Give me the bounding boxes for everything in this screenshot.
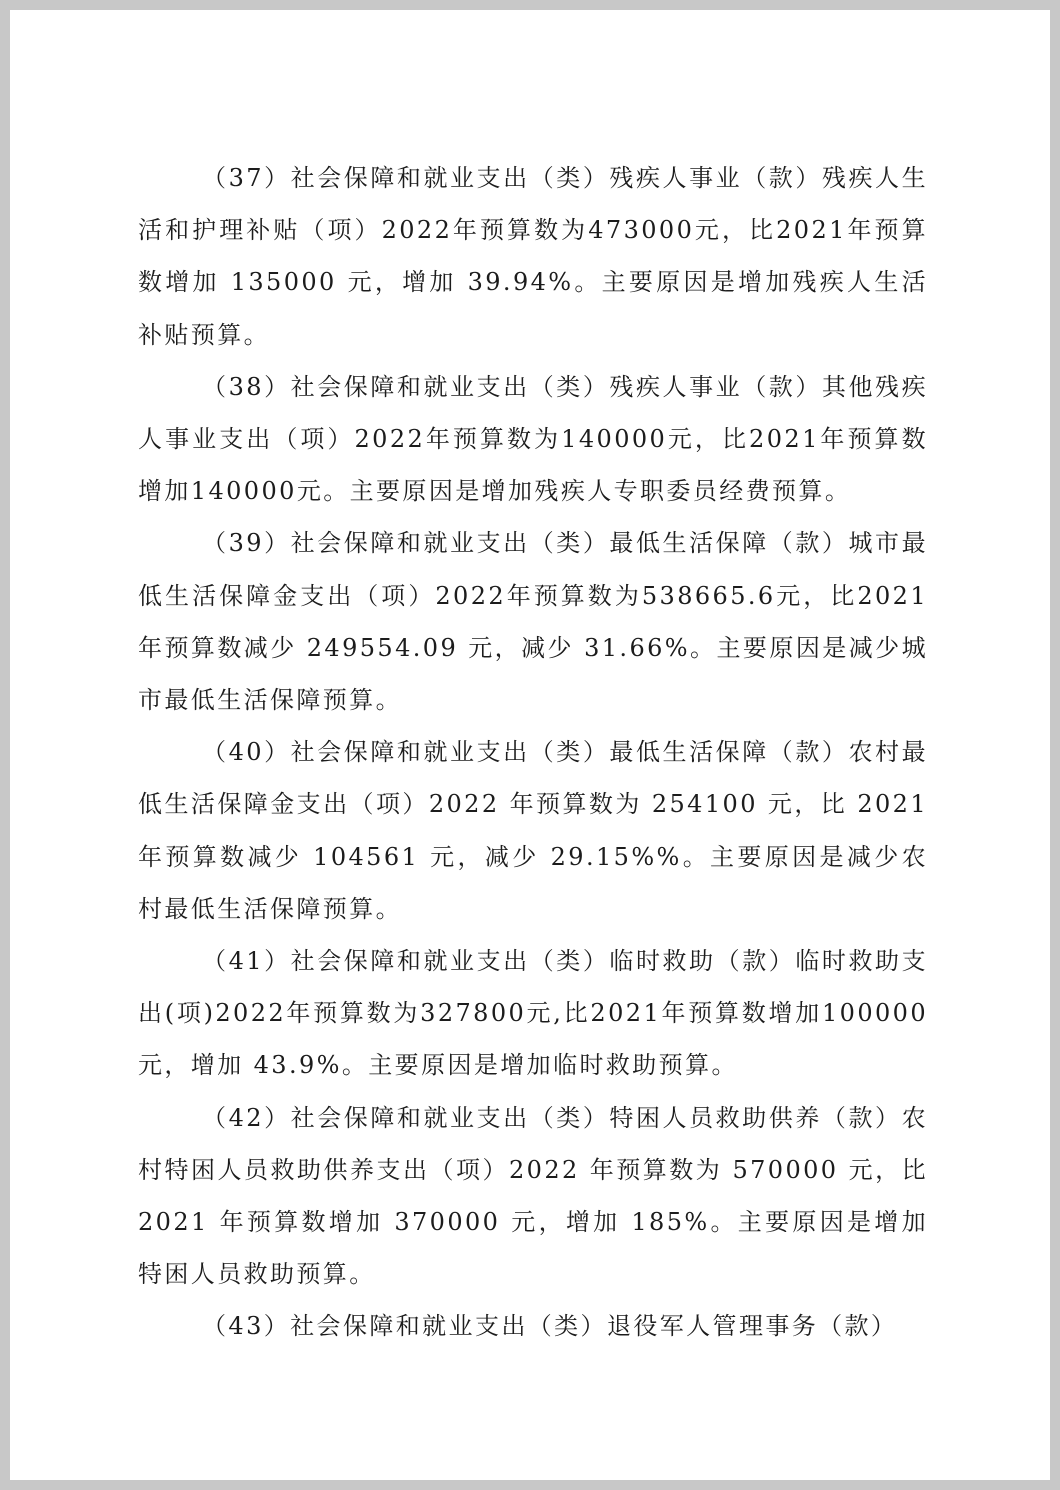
paragraph-38: （38）社会保障和就业支出（类）残疾人事业（款）其他残疾人事业支出（项）2022年预算数为140000元，比2021年预算数增加140000元。主要原因是增加残疾人专职委员经费预算。 xyxy=(138,372,928,506)
document-page xyxy=(10,10,1050,1480)
paragraph-37: （37）社会保障和就业支出（类）残疾人事业（款）残疾人生活和护理补贴（项）2022年预算数为473000元，比2021年预算数增加 135000 元，增加 39.94%。主要原因是增加残疾人生活补贴预算。 xyxy=(138,164,928,349)
paragraph-42: （42）社会保障和就业支出（类）特困人员救助供养（款）农村特困人员救助供养支出（项）2022 年预算数为 570000 元，比 2021 年预算数增加 370000 元，增加 185%。主要原因是增加特困人员救助预算。 xyxy=(138,1103,928,1289)
paragraph-40: （40）社会保障和就业支出（类）最低生活保障（款）农村最低生活保障金支出（项）2022 年预算数为 254100 元，比 2021年预算数减少 104561 元，减少 29.15%%。主要原因是减少农村最低生活保障预算。 xyxy=(138,738,928,923)
paragraph-39: （39）社会保障和就业支出（类）最低生活保障（款）城市最低生活保障金支出（项）2022年预算数为538665.6元，比2021年预算数减少 249554.09 元，减少 31.66%。主要原因是减少城市最低生活保障预算。 xyxy=(138,529,928,715)
paragraph-41: （41）社会保障和就业支出（类）临时救助（款）临时救助支出(项)2022年预算数为327800元,比2021年预算数增加100000元，增加 43.9%。主要原因是增加临时救助预算。 xyxy=(138,947,928,1080)
paragraph-43: （43）社会保障和就业支出（类）退役军人管理事务（款） xyxy=(202,1312,898,1341)
document-body xyxy=(138,152,928,1353)
